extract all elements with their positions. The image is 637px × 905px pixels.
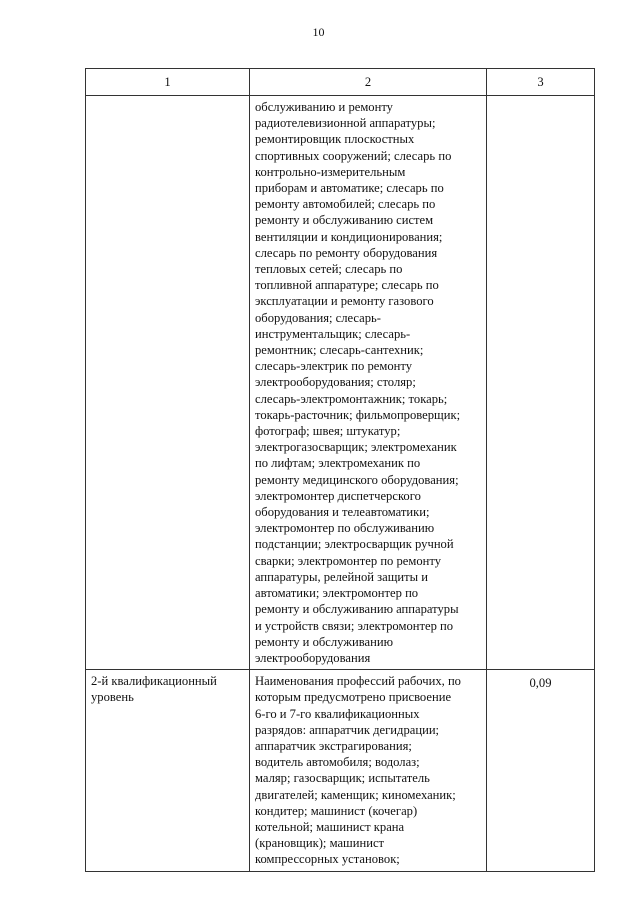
text-line: водитель автомобиля; водолаз; xyxy=(255,755,420,770)
row1-col2-cell xyxy=(250,96,487,670)
text-line: электромонтер диспетчерского xyxy=(255,488,421,503)
row1-col1-text xyxy=(86,96,249,102)
text-line: токарь-расточник; фильмопроверщик; xyxy=(255,407,461,422)
text-line: ремонту автомобилей; слесарь по xyxy=(255,197,436,212)
text-line: и устройств связи; электромонтер по xyxy=(255,618,454,633)
text-line: контрольно-измерительным xyxy=(255,164,406,179)
header-col-1: 1 xyxy=(86,69,250,96)
text-line: эксплуатации и ремонту газового xyxy=(255,294,434,309)
text-line: по лифтам; электромеханик по xyxy=(255,456,421,471)
row1-col3-cell xyxy=(487,96,595,670)
text-line: фотограф; швея; штукатур; xyxy=(255,424,401,439)
header-col-2: 2 xyxy=(250,69,487,96)
text-line: оборудования; слесарь- xyxy=(255,310,381,325)
text-line: котельной; машинист крана xyxy=(255,819,405,834)
text-line: слесарь-электрик по ремонту xyxy=(255,359,413,374)
table-row xyxy=(86,670,595,871)
text-line: тепловых сетей; слесарь по xyxy=(255,262,403,277)
text-line: слесарь по ремонту оборудования xyxy=(255,245,438,260)
table-row xyxy=(86,96,595,670)
text-line: сварки; электромонтер по ремонту xyxy=(255,553,442,568)
text-line: спортивных сооружений; слесарь по xyxy=(255,148,452,163)
row2-qualification-level xyxy=(86,670,249,708)
table-header-row xyxy=(86,69,595,96)
text-line: оборудования и телеавтоматики; xyxy=(255,505,430,520)
text-line: электрооборудования xyxy=(255,650,371,665)
header-col-3: 3 xyxy=(487,69,595,96)
text-line: подстанции; электросварщик ручной xyxy=(255,537,454,552)
row2-col1-cell xyxy=(86,670,250,871)
text-line: маляр; газосварщик; испытатель xyxy=(255,771,430,786)
page-number: 10 xyxy=(312,25,325,39)
row2-col2-cell xyxy=(250,670,487,871)
text-line: компрессорных установок; xyxy=(255,852,400,867)
text-line: аппаратуры, релейной защиты и xyxy=(255,569,429,584)
text-line: ремонту медицинского оборудования; xyxy=(255,472,459,487)
row2-professions-text xyxy=(250,670,486,870)
text-line: электрооборудования; столяр; xyxy=(255,375,416,390)
text-line: (крановщик); машинист xyxy=(255,836,385,851)
text-line: ремонту и обслуживанию систем xyxy=(255,213,434,228)
text-line: топливной аппаратуре; слесарь по xyxy=(255,278,439,293)
text-line: ремонту и обслуживанию xyxy=(255,634,393,649)
qualification-table xyxy=(85,68,595,872)
text-line: вентиляции и кондиционирования; xyxy=(255,229,443,244)
text-line: 6-го и 7-го квалификационных xyxy=(255,706,420,721)
text-line: ремонту и обслуживанию аппаратуры xyxy=(255,602,459,617)
text-line: уровень xyxy=(91,690,134,705)
row1-col1-cell xyxy=(86,96,250,670)
text-line: Наименования профессий рабочих, по xyxy=(255,674,461,689)
row1-professions-text xyxy=(250,96,486,669)
text-line: 2-й квалификационный xyxy=(91,674,217,689)
text-line: автоматики; электромонтер по xyxy=(255,586,419,601)
text-line: инструментальщик; слесарь- xyxy=(255,326,411,341)
text-line: разрядов: аппаратчик дегидрации; xyxy=(255,722,440,737)
text-line: аппаратчик экстрагирования; xyxy=(255,738,412,753)
text-line: радиотелевизионной аппаратуры; xyxy=(255,116,436,131)
row1-coefficient xyxy=(487,96,594,101)
text-line: двигателей; каменщик; киномеханик; xyxy=(255,787,456,802)
text-line: слесарь-электромонтажник; токарь; xyxy=(255,391,448,406)
text-line: кондитер; машинист (кочегар) xyxy=(255,803,418,818)
text-line: электрогазосварщик; электромеханик xyxy=(255,440,457,455)
text-line: ремонтник; слесарь-сантехник; xyxy=(255,343,424,358)
row2-col3-cell xyxy=(487,670,595,871)
text-line: обслуживанию и ремонту xyxy=(255,100,393,114)
text-line: которым предусмотрено присвоение xyxy=(255,690,452,705)
text-line: электромонтер по обслуживанию xyxy=(255,521,435,536)
row2-coefficient: 0,09 xyxy=(529,676,552,691)
text-line: приборам и автоматике; слесарь по xyxy=(255,181,444,196)
text-line: ремонтировщик плоскостных xyxy=(255,132,415,147)
